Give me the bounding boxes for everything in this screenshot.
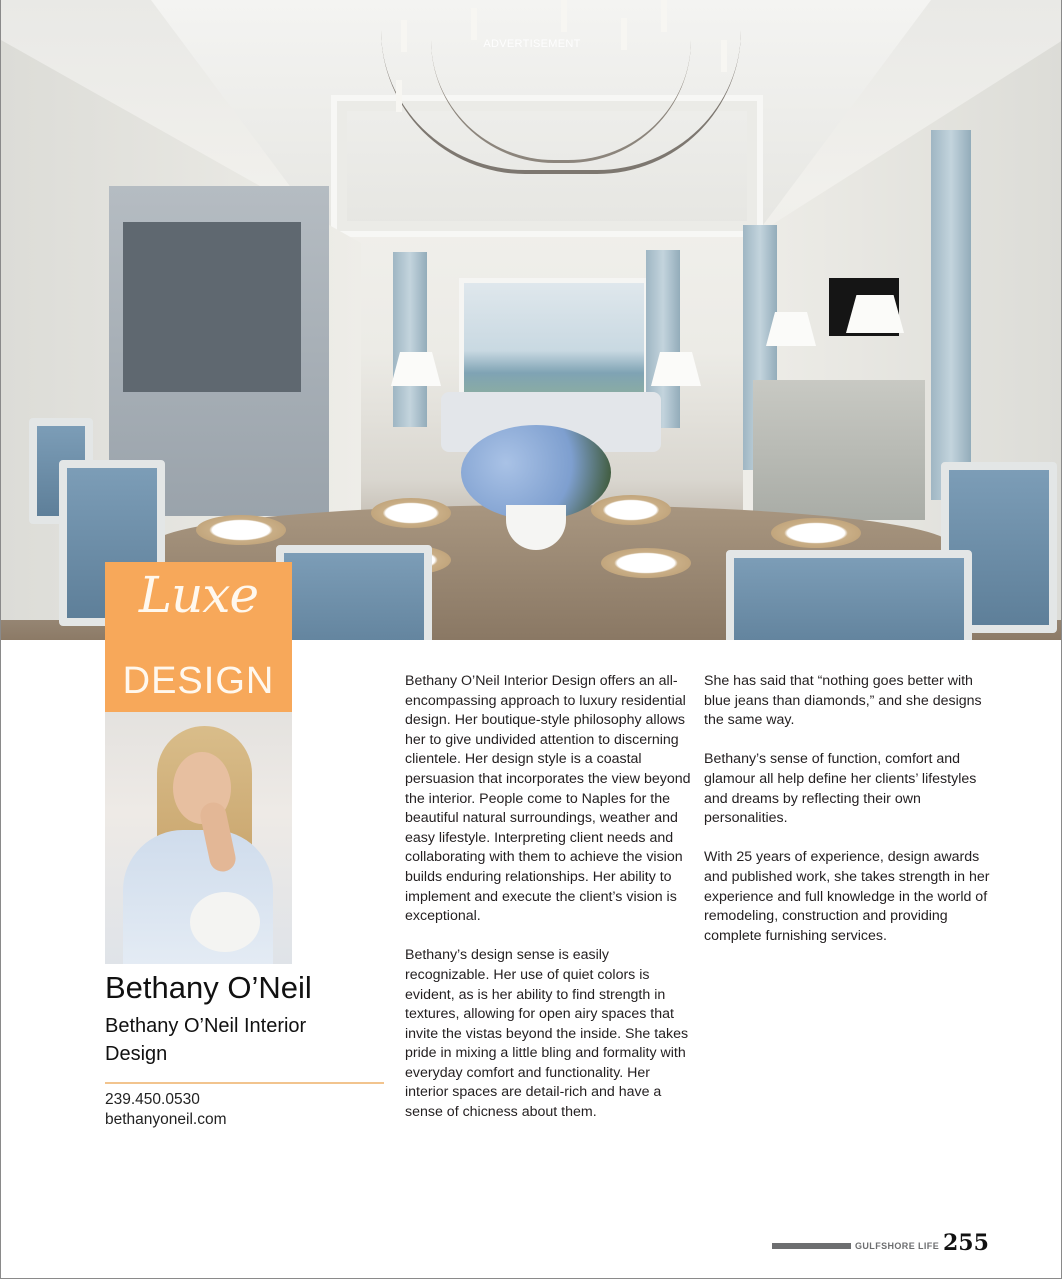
article-column-1 bbox=[405, 672, 695, 1142]
sideboard bbox=[753, 380, 925, 520]
divider bbox=[105, 1082, 384, 1084]
plate bbox=[601, 548, 691, 578]
website-link[interactable]: bethanyoneil.com bbox=[105, 1111, 227, 1128]
phone-number[interactable]: 239.450.0530 bbox=[105, 1091, 200, 1108]
designer-portrait bbox=[105, 712, 292, 964]
plate bbox=[771, 518, 861, 548]
curtain bbox=[393, 252, 427, 427]
dining-chair bbox=[276, 545, 432, 640]
badge-caps-text: DESIGN bbox=[122, 660, 275, 702]
curtain bbox=[931, 130, 971, 500]
candle bbox=[471, 8, 477, 40]
candle bbox=[661, 0, 667, 32]
company-name: Bethany O’Neil Interior Design bbox=[105, 1015, 307, 1065]
paragraph: Bethany’s design sense is easily recognizable. Her use of quiet colors is evident, as is her ability to find strength in textures, allowing for open airy spaces that invite the vistas beyond the inside. She takes pride in mixing a little bling and formality with everyday comfort and functionality. Her interior spaces are detail-rich and have a sense of chicness about them. bbox=[405, 947, 689, 1121]
hutch-shelves bbox=[123, 222, 301, 392]
plate bbox=[371, 498, 451, 528]
luxe-design-badge bbox=[105, 562, 292, 712]
candle bbox=[396, 80, 402, 112]
portrait-knee bbox=[190, 892, 260, 952]
article-column-2 bbox=[704, 672, 994, 966]
dining-chair bbox=[726, 550, 972, 640]
footer-bar bbox=[772, 1243, 851, 1249]
plate bbox=[591, 495, 671, 525]
paragraph: Bethany O’Neil Interior Design offers an all-encompassing approach to luxury residential design. Her boutique-style philosophy allows her to give undivided attention to discerning clientele. Her design style is a coastal persuasion that incorporates the view beyond the interior. People come to Naples for the beautiful natural surroundings, weather and easy lifestyle. Interpreting client needs and collaborating with them to achieve the vision builds enduring relationships. Her ability to implement and execute the client’s vision is exceptional. bbox=[405, 673, 691, 925]
magazine-name: GULFSHORE LIFE bbox=[855, 1241, 940, 1251]
paragraph: Bethany’s sense of function, comfort and glamour all help define her clients’ lifestyles and dreams by reflecting their own personalities. bbox=[704, 751, 977, 827]
designer-name: Bethany O’Neil bbox=[105, 970, 312, 1005]
portrait-body bbox=[123, 830, 273, 964]
paragraph: She has said that “nothing goes better with blue jeans than diamonds,” and she designs the same way. bbox=[704, 673, 982, 729]
candle bbox=[561, 0, 567, 32]
paragraph: With 25 years of experience, design awards and published work, she takes strength in her experience and full knowledge in the world of remodeling, construction and providing complete furnishing services. bbox=[704, 849, 990, 944]
hero-photo bbox=[1, 0, 1062, 640]
advertisement-label: ADVERTISEMENT bbox=[483, 38, 581, 50]
plate bbox=[196, 515, 286, 545]
page-number: 255 bbox=[943, 1230, 989, 1256]
badge-script-text: Luxe bbox=[138, 566, 259, 624]
